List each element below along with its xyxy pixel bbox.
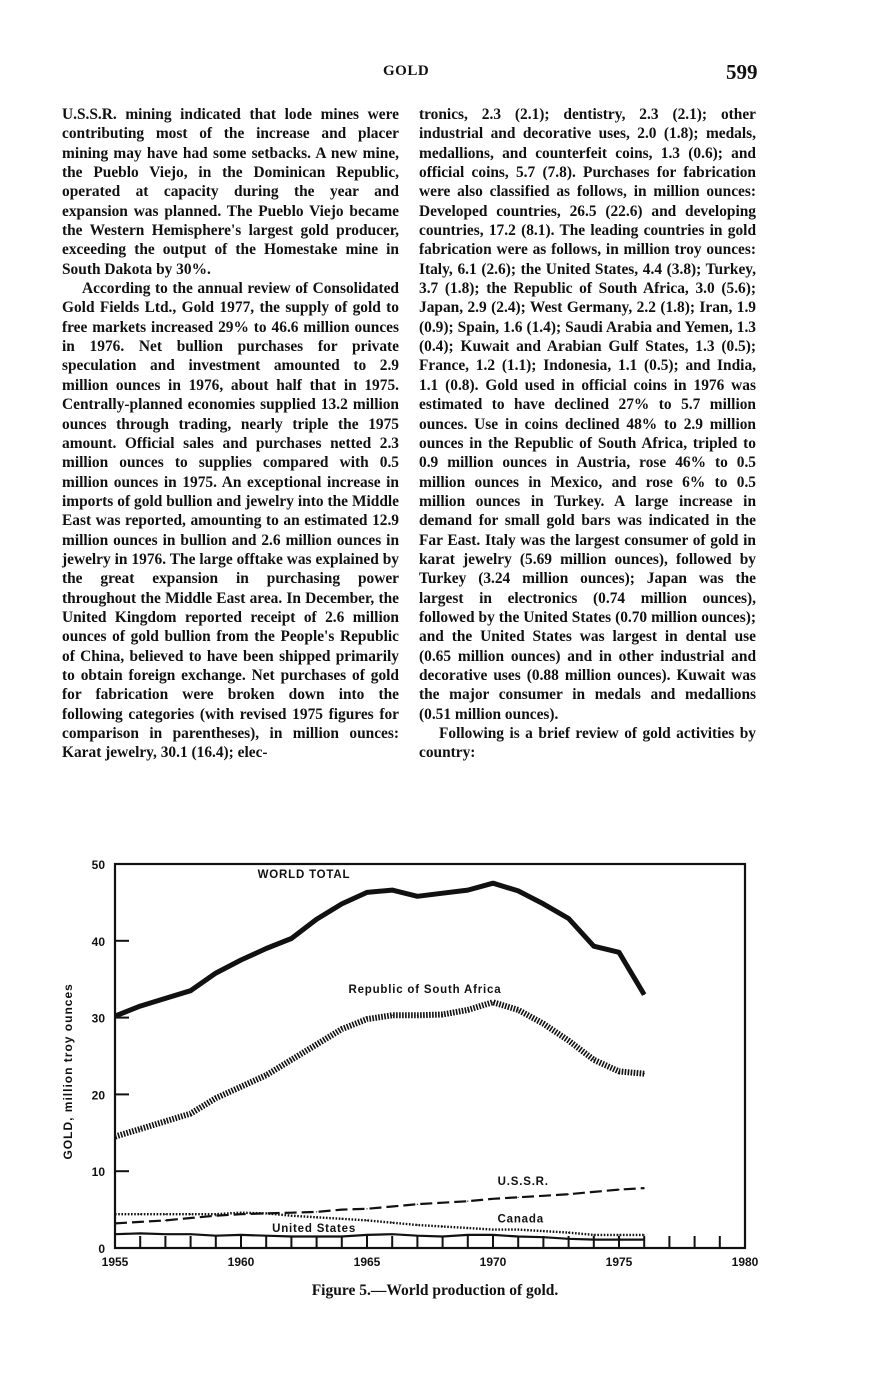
right-text-column: [419, 105, 756, 763]
data-point: [518, 890, 519, 891]
data-point: [417, 896, 418, 897]
series-line: [115, 883, 644, 1016]
data-point: [467, 1227, 468, 1228]
data-point: [316, 1236, 317, 1237]
data-point: [543, 1237, 544, 1238]
data-point: [341, 1029, 342, 1030]
data-point: [215, 1214, 216, 1215]
y-tick-label: 10: [91, 1165, 105, 1180]
data-point: [140, 1233, 141, 1234]
y-tick-label: 0: [98, 1242, 105, 1256]
data-point: [644, 1073, 645, 1074]
y-tick-label: 30: [91, 1011, 105, 1026]
x-tick-label: 1975: [605, 1255, 633, 1269]
data-point: [593, 1191, 594, 1192]
data-point: [618, 952, 619, 953]
data-point: [644, 1234, 645, 1235]
data-point: [518, 1229, 519, 1230]
data-point: [644, 1187, 645, 1188]
data-point: [392, 1015, 393, 1016]
data-point: [442, 1014, 443, 1015]
data-point: [618, 1189, 619, 1190]
series-republic-of-south-africa: [114, 1002, 644, 1138]
series-label: Republic of South Africa: [348, 984, 502, 997]
data-point: [165, 1234, 166, 1235]
series-label: U.S.S.R.: [497, 1176, 549, 1189]
data-point: [341, 1209, 342, 1210]
data-point: [568, 1232, 569, 1233]
data-point: [114, 1214, 115, 1215]
data-point: [518, 1236, 519, 1237]
data-point: [114, 1136, 115, 1137]
paragraph: Following is a brief review of gold activities by country:: [419, 725, 756, 762]
data-point: [568, 1194, 569, 1195]
data-point: [316, 1044, 317, 1045]
series-label: WORLD TOTAL: [257, 868, 351, 881]
data-point: [316, 1211, 317, 1212]
data-point: [140, 1128, 141, 1129]
data-point: [492, 1234, 493, 1235]
data-point: [190, 990, 191, 991]
series-line: [115, 1002, 644, 1136]
series-label: Canada: [497, 1213, 544, 1226]
data-point: [417, 1224, 418, 1225]
data-point: [240, 959, 241, 960]
data-point: [190, 1234, 191, 1235]
data-point: [392, 890, 393, 891]
data-point: [190, 1214, 191, 1215]
series-label: United States: [272, 1222, 357, 1235]
data-point: [316, 919, 317, 920]
data-point: [618, 1239, 619, 1240]
data-point: [392, 1234, 393, 1235]
series-united-states: [114, 1233, 644, 1240]
data-point: [291, 1212, 292, 1213]
data-point: [442, 1236, 443, 1237]
data-point: [291, 1236, 292, 1237]
data-point: [518, 1197, 519, 1198]
data-point: [291, 938, 292, 939]
x-tick-label: 1965: [353, 1255, 381, 1269]
data-point: [266, 1075, 267, 1076]
data-point: [291, 1215, 292, 1216]
data-point: [165, 1214, 166, 1215]
data-point: [593, 1059, 594, 1060]
data-point: [518, 1009, 519, 1010]
data-point: [568, 1238, 569, 1239]
data-point: [543, 1195, 544, 1196]
data-point: [366, 1208, 367, 1209]
data-point: [366, 1234, 367, 1235]
data-point: [442, 1202, 443, 1203]
data-point: [492, 883, 493, 884]
data-point: [266, 948, 267, 949]
data-point: [543, 1231, 544, 1232]
data-point: [140, 1214, 141, 1215]
data-point: [442, 1226, 443, 1227]
x-tick-label: 1960: [227, 1255, 255, 1269]
data-point: [568, 918, 569, 919]
data-point: [291, 1059, 292, 1060]
data-point: [644, 1239, 645, 1240]
paragraph: tronics, 2.3 (2.1); dentistry, 2.3 (2.1); other industrial and decorative uses, 2.0 (1.8); medals, medallions, and counterfeit coins, 1.3 (0.6); and official coins, 5.7 (7.8). Purchases for fabrication were also classified as follows, in million ounces: Developed countries, 26.5 (22.6) and developing countries, 17.2 (8.1). The leading countries in gold fabrication were as follows, in million troy ounces: Italy, 6.1 (2.6); the United States, 4.4 (3.8); Turkey, 3.7 (1.8); the Republic of South Africa, 3.0 (5.6); Japan, 2.9 (2.4); West Germany, 2.2 (1.8); Iran, 1.9 (0.9); Spain, 1.6 (1.4); Saudi Arabia and Yemen, 1.3 (0.4); Kuwait and Arabian Gulf States, 1.3 (0.5); France, 1.2 (1.1); Indonesia, 1.1 (0.5); and India, 1.1 (0.8). Gold used in official coins in 1976 was estimated to have declined 27% to 5.7 million ounces. Use in coins declined 48% to 2.9 million ounces in the Republic of South Africa, tripled to 0.9 million ounces in Austria, rose 46% to 0.5 million ounces in Mexico, and rose 6% to 0.5 million ounces in Turkey. A large increase in demand for small gold bars was indicated in the Far East. Italy was the largest consumer of gold in karat jewelry (5.69 million ounces), followed by Turkey (3.24 million ounces); Japan was the largest in electronics (0.74 million ounces), followed by the United States (0.70 million ounces); and the United States was largest in dental use (0.65 million ounces) and in other industrial and decorative uses (0.88 million ounces). Kuwait was the major consumer in medals and medallions (0.51 million ounces).: [419, 106, 756, 723]
x-tick-label: 1955: [101, 1255, 129, 1269]
data-point: [341, 903, 342, 904]
y-tick-label: 50: [91, 858, 105, 872]
data-point: [593, 946, 594, 947]
data-point: [618, 1234, 619, 1235]
data-point: [114, 1015, 115, 1016]
figure-caption: Figure 5.—World production of gold.: [311, 1282, 559, 1299]
data-point: [114, 1223, 115, 1224]
data-point: [467, 1234, 468, 1235]
data-point: [240, 1212, 241, 1213]
gold-production-chart: [40, 850, 830, 1280]
data-point: [392, 1222, 393, 1223]
x-tick-label: 1980: [731, 1255, 759, 1269]
series-line: [115, 1188, 644, 1223]
data-point: [392, 1206, 393, 1207]
data-point: [492, 1198, 493, 1199]
data-point: [190, 1217, 191, 1218]
running-head-title: GOLD: [383, 63, 430, 79]
data-point: [417, 1204, 418, 1205]
data-point: [467, 1009, 468, 1010]
data-point: [140, 1221, 141, 1222]
data-point: [341, 1218, 342, 1219]
data-point: [366, 1019, 367, 1020]
data-point: [165, 998, 166, 999]
data-point: [215, 972, 216, 973]
data-point: [568, 1040, 569, 1041]
series-world-total: [114, 883, 644, 1017]
data-point: [165, 1220, 166, 1221]
plot-frame: [115, 864, 745, 1248]
data-point: [240, 1234, 241, 1235]
left-text-column: [62, 105, 399, 763]
data-point: [543, 1023, 544, 1024]
data-point: [316, 1217, 317, 1218]
x-tick-label: 1970: [479, 1255, 507, 1269]
data-point: [593, 1239, 594, 1240]
data-point: [618, 1071, 619, 1072]
series-u-s-s-r-: [114, 1187, 644, 1224]
data-point: [492, 1229, 493, 1230]
data-point: [140, 1005, 141, 1006]
series-line: [115, 1213, 644, 1235]
data-point: [492, 1002, 493, 1003]
data-point: [417, 1235, 418, 1236]
data-point: [165, 1121, 166, 1122]
data-point: [442, 893, 443, 894]
data-point: [467, 1201, 468, 1202]
data-point: [190, 1113, 191, 1114]
data-point: [543, 903, 544, 904]
data-point: [417, 1015, 418, 1016]
data-point: [593, 1234, 594, 1235]
data-point: [240, 1086, 241, 1087]
y-axis-label: GOLD, million troy ounces: [61, 983, 75, 1160]
data-point: [341, 1236, 342, 1237]
data-point: [266, 1213, 267, 1214]
series-line: [115, 1233, 644, 1239]
data-point: [366, 1220, 367, 1221]
data-point: [266, 1235, 267, 1236]
y-tick-label: 20: [91, 1088, 105, 1103]
data-point: [467, 890, 468, 891]
page-number: 599: [726, 60, 758, 84]
data-point: [366, 892, 367, 893]
data-point: [215, 1098, 216, 1099]
series-canada: [114, 1212, 644, 1235]
paragraph: U.S.S.R. mining indicated that lode mines were contributing most of the increase and placer mining may have had some setbacks. A new mine, the Pueblo Viejo, in the Dominican Republic, operated at capacity during the year and expansion was planned. The Pueblo Viejo became the Western Hemisphere's largest gold producer, exceeding the output of the Homestake mine in South Dakota by 30%.: [62, 106, 399, 278]
data-point: [114, 1234, 115, 1235]
data-point: [215, 1235, 216, 1236]
data-point: [644, 994, 645, 995]
paragraph: According to the annual review of Consolidated Gold Fields Ltd., Gold 1977, the supply of gold to free markets increased 29% to 46.6 million ounces in 1976. Net bullion purchases for private speculation and investment amounted to 2.9 million ounces in 1976, about half that in 1975. Centrally-planned economies supplied 13.2 million ounces through trading, nearly triple the 1975 amount. Official sales and purchases netted 2.3 million ounces to supplies compared with 0.5 million ounces in 1975. An exceptional increase in imports of gold bullion and jewelry into the Middle East was reported, amounting to an estimated 12.9 million ounces in bullion and 2.6 million ounces in jewelry in 1976. The large offtake was explained by the great expansion in purchasing power throughout the Middle East area. In December, the United Kingdom reported receipt of 2.6 million ounces of gold bullion from the People's Republic of China, believed to have been shipped primarily to obtain foreign exchange. Net purchases of gold for fabrication were broken down into the following categories (with revised 1975 figures for comparison in parentheses), in million ounces: Karat jewelry, 30.1 (16.4); elec-: [62, 280, 399, 762]
y-tick-label: 40: [91, 934, 105, 949]
